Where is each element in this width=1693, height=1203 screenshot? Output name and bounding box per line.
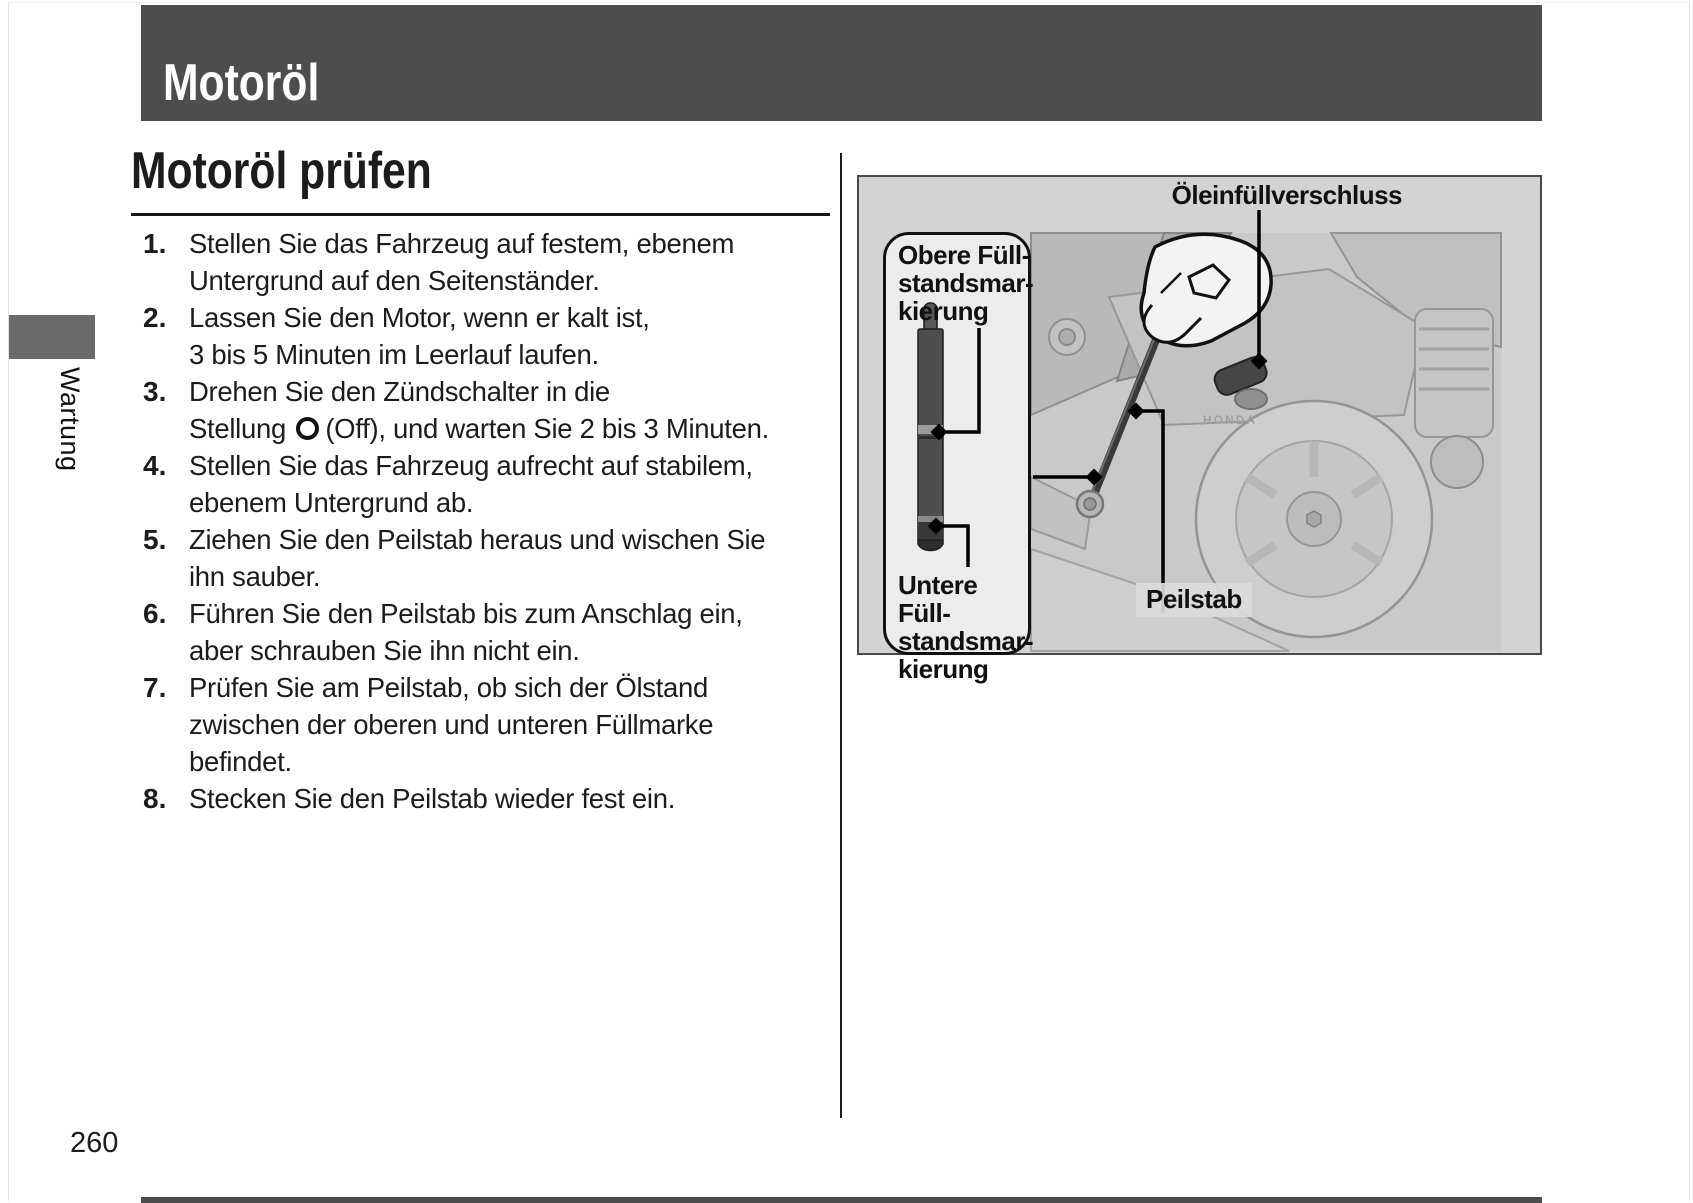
step-text: Ziehen Sie den Peilstab heraus und wischen Sie ihn sauber.: [189, 524, 766, 592]
step-item: [143, 225, 835, 299]
step-item: [143, 299, 835, 373]
manual-page: [8, 2, 1690, 1201]
ignition-off-icon: [296, 417, 319, 440]
oil-filler-cap-label: Öleinfüllverschluss: [1171, 180, 1402, 210]
step-item: [143, 447, 835, 521]
step-text: Führen Sie den Peilstab bis zum Anschlag ein, aber schrauben Sie ihn nicht ein.: [189, 598, 743, 666]
step-number: 7.: [143, 672, 167, 703]
dipstick-label: Peilstab: [1136, 583, 1252, 617]
step-item: [143, 373, 835, 447]
section-heading-text: Motoröl prüfen: [131, 142, 432, 200]
column-divider: [840, 153, 842, 1118]
step-text: Drehen Sie den Zündschalter in die Stellung (Off), und warten Sie 2 bis 3 Minuten.: [189, 376, 769, 444]
lower-fill-mark-label: Untere Füll- standsmar- kierung: [898, 570, 1034, 684]
step-number: 1.: [143, 228, 167, 259]
instruction-steps-list: [143, 225, 835, 817]
oil-check-figure: [857, 175, 1542, 684]
step-text: Stellen Sie das Fahrzeug aufrecht auf stabilem, ebenem Untergrund ab.: [189, 450, 753, 518]
chapter-tab-label: Wartung: [55, 367, 85, 472]
dipstick-inset: [883, 232, 1034, 684]
step-text: Lassen Sie den Motor, wenn er kalt ist, 3 bis 5 Minuten im Leerlauf laufen.: [189, 302, 650, 370]
step-text: Stecken Sie den Peilstab wieder fest ein.: [189, 783, 676, 814]
upper-fill-mark-label: Obere Füll- standsmar- kierung: [898, 240, 1034, 326]
section-heading: [131, 143, 830, 216]
step-item: [143, 669, 835, 780]
step-item: [143, 521, 835, 595]
page-number: 260: [70, 1127, 119, 1159]
step-text: Stellen Sie das Fahrzeug auf festem, ebenem Untergrund auf den Seitenständer.: [189, 228, 735, 296]
step-item: [143, 780, 835, 817]
step-number: 6.: [143, 598, 167, 629]
step-text: Prüfen Sie am Peilstab, ob sich der Ölstand zwischen der oberen und unteren Füllmarke befindet.: [189, 672, 714, 777]
step-item: [143, 595, 835, 669]
chapter-tab-marker: [9, 315, 95, 359]
step-number: 4.: [143, 450, 167, 481]
step-number: 5.: [143, 524, 167, 555]
step-number: 2.: [143, 302, 167, 333]
engine-logo-text: HONDA: [1203, 413, 1257, 427]
step-number: 8.: [143, 783, 167, 814]
chapter-title: Motoröl: [163, 54, 320, 112]
next-page-header-edge: [141, 1197, 1542, 1203]
chapter-header-bar: [141, 5, 1542, 121]
step-number: 3.: [143, 376, 167, 407]
